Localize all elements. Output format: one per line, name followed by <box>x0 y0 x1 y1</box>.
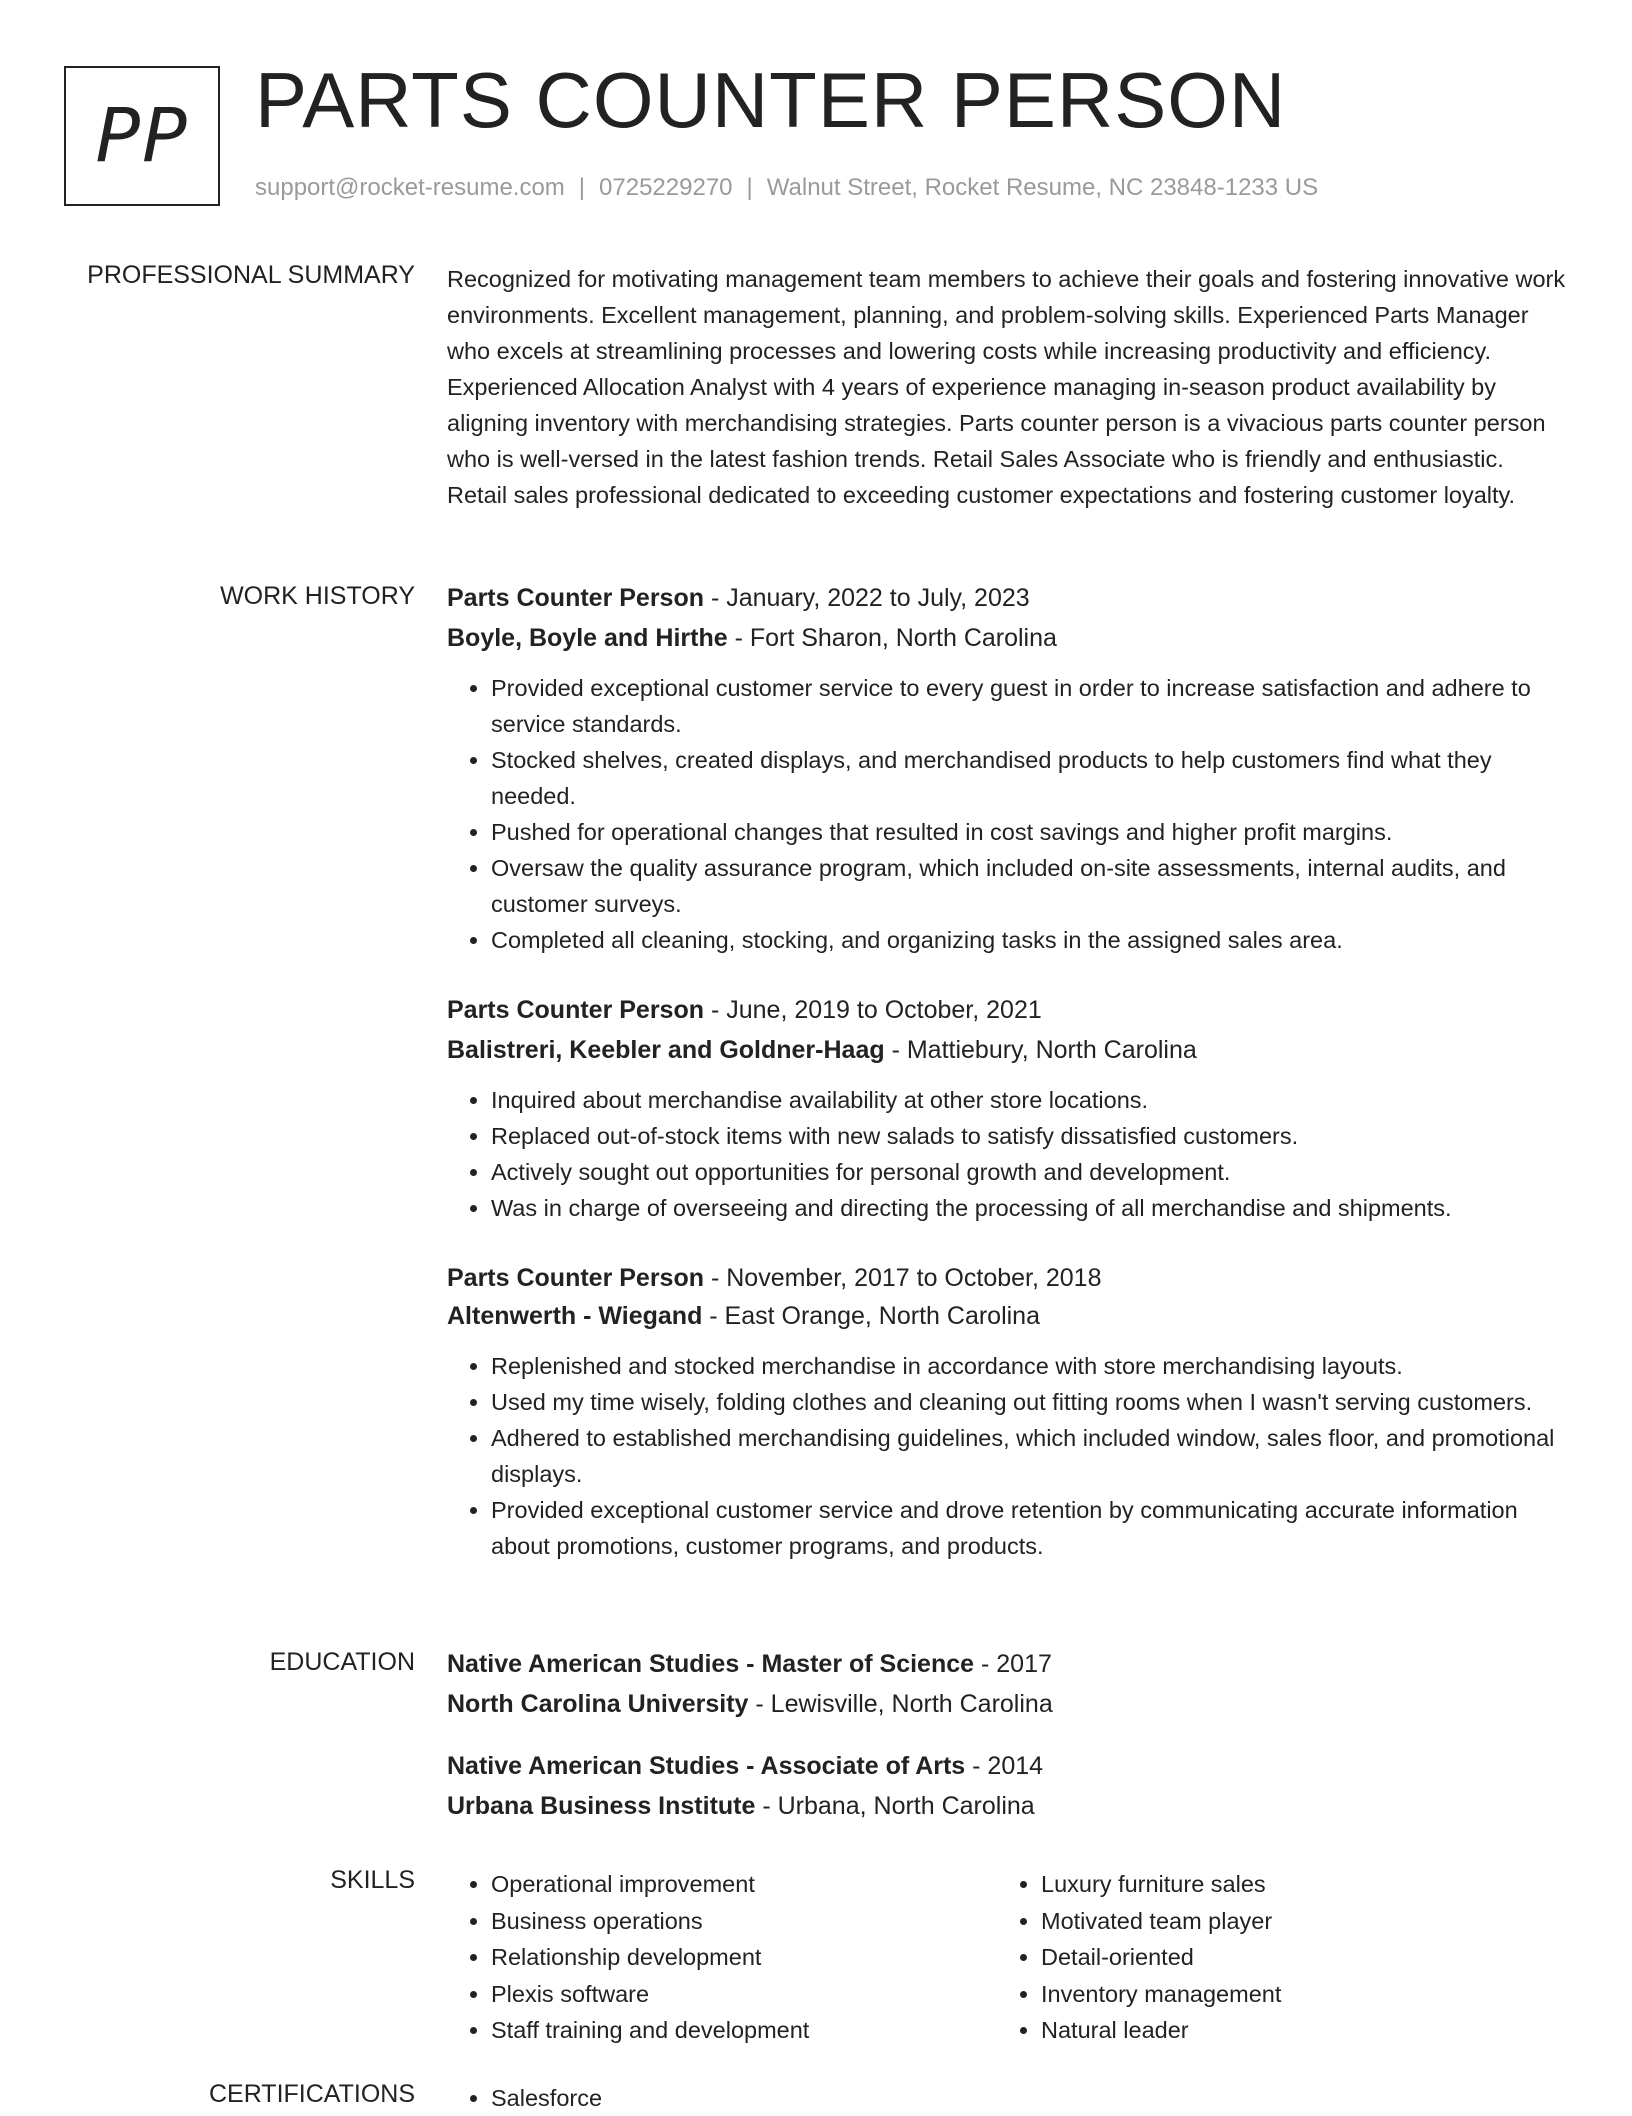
degree-year: - 2014 <box>965 1752 1044 1780</box>
list-item: • Staff training and development <box>491 2012 997 2049</box>
summary-text: Recognized for motivating management team members to achieve their goals and fostering innovative work environments. Excellent management, planning, and problem-solving skills. Experienced Parts Manager who excels at streamlining processes and lowering costs while increasing productivity and efficiency. Experienced Allocation Analyst with 4 years of experience managing in-season product availability by aligning inventory with merchandising strategies. Parts counter person is a vivacious parts counter person who is well-versed in the latest fashion trends. Retail Sales Associate who is friendly and enthusiastic. Retail sales professional dedicated to exceeding customer expectations and fostering customer loyalty. <box>447 266 1566 508</box>
school-line <box>447 1688 1567 1720</box>
job-entry <box>447 1262 1567 1564</box>
section-label-work-history: WORK HISTORY <box>220 582 415 610</box>
job-entry <box>447 994 1567 1226</box>
job-bullets <box>447 1348 1567 1564</box>
list-item: • Inquired about merchandise availability at other store locations. <box>491 1082 1567 1118</box>
degree-line <box>447 1750 1567 1782</box>
job-title-line <box>447 582 1567 614</box>
list-item: • Replaced out-of-stock items with new salads to satisfy dissatisfied customers. <box>491 1118 1567 1154</box>
education-entry <box>447 1648 1567 1720</box>
job-dates: - January, 2022 to July, 2023 <box>704 584 1030 612</box>
school-location: - Urbana, North Carolina <box>755 1792 1035 1820</box>
job-dates: - June, 2019 to October, 2021 <box>704 996 1042 1024</box>
job-company: Balistreri, Keebler and Goldner-Haag <box>447 1036 885 1064</box>
skills-column-left <box>447 1866 997 2049</box>
list-item: • Pushed for operational changes that resulted in cost savings and higher profit margins. <box>491 814 1567 850</box>
job-entry <box>447 582 1567 958</box>
job-location: - Fort Sharon, North Carolina <box>727 624 1057 652</box>
candidate-name: PARTS COUNTER PERSON <box>255 56 1287 144</box>
contact-address: Walnut Street, Rocket Resume, NC 23848-1233 US <box>766 174 1319 201</box>
contact-separator: | <box>746 174 753 201</box>
education-entry <box>447 1750 1567 1822</box>
job-title: Parts Counter Person <box>447 584 705 612</box>
job-bullets <box>447 1082 1567 1226</box>
job-bullets <box>447 670 1567 958</box>
list-item: • Replenished and stocked merchandise in accordance with store merchandising layouts. <box>491 1348 1567 1384</box>
list-item: • Inventory management <box>1041 1976 1547 2013</box>
job-company-line <box>447 1300 1567 1332</box>
skills-column-right <box>997 1866 1547 2049</box>
school-location: - Lewisville, North Carolina <box>748 1690 1053 1718</box>
job-title: Parts Counter Person <box>447 996 705 1024</box>
list-item: • Stocked shelves, created displays, and merchandised products to help customers find what they needed. <box>491 742 1567 814</box>
job-company-line <box>447 622 1567 654</box>
list-item: • Provided exceptional customer service to every guest in order to increase satisfaction and adhere to service standards. <box>491 670 1567 742</box>
list-item: • Operational improvement <box>491 1866 997 1903</box>
list-item: • Motivated team player <box>1041 1903 1547 1940</box>
section-label-certifications: CERTIFICATIONS <box>208 2080 415 2108</box>
list-item: • Was in charge of overseeing and directing the processing of all merchandise and shipments. <box>491 1190 1567 1226</box>
list-item: • Adhered to established merchandising guidelines, which included window, sales floor, and promotional displays. <box>491 1420 1567 1492</box>
degree-line <box>447 1648 1567 1680</box>
list-item: • Detail-oriented <box>1041 1939 1547 1976</box>
list-item: • Provided exceptional customer service and drove retention by communicating accurate information about promotions, customer programs, and products. <box>491 1492 1567 1564</box>
list-item: • Luxury furniture sales <box>1041 1866 1547 1903</box>
list-item: • Actively sought out opportunities for personal growth and development. <box>491 1154 1567 1190</box>
list-item: • Business operations <box>491 1903 997 1940</box>
list-item: • Salesforce <box>491 2080 1567 2116</box>
contact-email[interactable]: support@rocket-resume.com <box>255 174 565 201</box>
list-item: • Relationship development <box>491 1939 997 1976</box>
degree-name: Native American Studies - Associate of Arts <box>447 1752 966 1780</box>
job-company: Boyle, Boyle and Hirthe <box>447 624 728 652</box>
list-item: • Oversaw the quality assurance program, which included on-site assessments, internal audits, and customer surveys. <box>491 850 1567 922</box>
contact-line <box>255 174 1318 202</box>
monogram-logo <box>64 66 220 206</box>
job-company: Altenwerth - Wiegand <box>447 1302 703 1330</box>
school-name: North Carolina University <box>447 1690 749 1718</box>
list-item: • Completed all cleaning, stocking, and organizing tasks in the assigned sales area. <box>491 922 1567 958</box>
list-item: • Natural leader <box>1041 2012 1547 2049</box>
degree-year: - 2017 <box>974 1650 1052 1678</box>
section-label-education: EDUCATION <box>269 1648 415 1676</box>
job-location: - East Orange, North Carolina <box>702 1302 1040 1330</box>
contact-phone[interactable]: 0725229270 <box>599 174 733 201</box>
job-title: Parts Counter Person <box>447 1264 705 1292</box>
school-name: Urbana Business Institute <box>447 1792 756 1820</box>
contact-separator: | <box>578 174 586 201</box>
degree-name: Native American Studies - Master of Science <box>447 1650 975 1678</box>
school-line <box>447 1790 1567 1822</box>
section-label-summary: PROFESSIONAL SUMMARY <box>87 261 415 289</box>
job-location: - Mattiebury, North Carolina <box>884 1036 1197 1064</box>
certifications-list <box>447 2080 1567 2116</box>
section-label-skills: SKILLS <box>330 1866 415 1894</box>
skills-columns <box>447 1866 1567 2049</box>
job-title-line <box>447 1262 1567 1294</box>
monogram-initials: PP <box>95 93 189 179</box>
job-dates: - November, 2017 to October, 2018 <box>704 1264 1102 1292</box>
job-title-line <box>447 994 1567 1026</box>
list-item: • Plexis software <box>491 1976 997 2013</box>
job-company-line <box>447 1034 1567 1066</box>
list-item: • Used my time wisely, folding clothes and cleaning out fitting rooms when I wasn't serving customers. <box>491 1384 1567 1420</box>
